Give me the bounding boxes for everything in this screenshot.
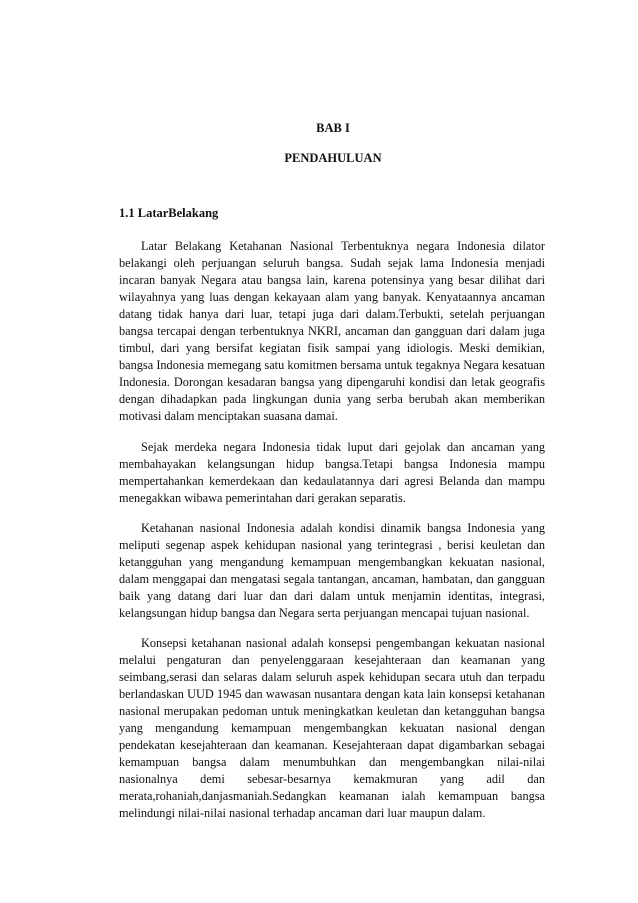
paragraph: Sejak merdeka negara Indonesia tidak luput dari gejolak dan ancaman yang membahayakan kelangsungan hidup bangsa.Tetapi bangsa Indonesia mampu mempertahankan kemerdekaan dan kedaulatannya dari agresi Belanda dan mampu menegakkan wibawa pemerintahan dari gerakan separatis.: [119, 439, 545, 505]
paragraph: Ketahanan nasional Indonesia adalah kondisi dinamik bangsa Indonesia yang meliputi segenap aspek kehidupan nasional yang terintegrasi , berisi keuletan dan ketangguhan yang mengandung kemampuan mengembangkan kekuatan nasional, dalam menggapai dan mengatasi segala tantangan, ancaman, hambatan, dan gangguan baik yang datang dari luar dan dari dalam untuk menjamin identitas, integrasi, kelangsungan hidup bangsa dan Negara serta perjuangan mencapai tujuan nasional.: [119, 520, 545, 620]
chapter-title: PENDAHULUAN: [284, 151, 382, 165]
paragraph: Konsepsi ketahanan nasional adalah konsepsi pengembangan kekuatan nasional melalui pengaturan dan penyelenggaraan kesejahteraan dan keamanan yang seimbang,serasi dan selaras dalam seluruh aspek kehidupan secara utuh dan terpadu berlandaskan UUD 1945 dan wawasan nusantara dengan kata lain konsepsi ketahanan nasional merupakan pedoman untuk meningkatkan keuletan dan ketangguhan bangsa yang mengandung kemampuan mengembangkan kekuatan nasional dengan pendekatan kesejahteraan dan keamanan. Kesejahteraan dapat digambarkan sebagai kemampuan bangsa dalam menumbuhkan dan mengembangkan nilai-nilai nasionalnya demi sebesar-besarnya kemakmuran yang adil dan merata,rohaniah,danjasmaniah.Sedangkan keamanan ialah kemampuan bangsa melindungi nilai-nilai nasional terhadap ancaman dari luar maupun dalam.: [119, 635, 545, 821]
chapter-number: BAB I: [316, 121, 350, 135]
section-heading: 1.1 LatarBelakang: [119, 206, 219, 220]
paragraph: Latar Belakang Ketahanan Nasional Terbentuknya negara Indonesia dilator belakangi oleh perjuangan seluruh bangsa. Sudah sejak lama Indonesia menjadi incaran banyak Negara atau bangsa lain, karena potensinya yang besar dilihat dari wilayahnya yang luas dengan kekayaan alam yang banyak. Kenyataannya ancaman datang tidak hanya dari luar, tetapi juga dari dalam.Terbukti, setelah perjuangan bangsa tercapai dengan terbentuknya NKRI, ancaman dan gangguan dari dalam juga timbul, dari yang bersifat kegiatan fisik sampai yang idiologis. Meski demikian, bangsa Indonesia memegang satu komitmen bersama untuk tegaknya Negara kesatuan Indonesia. Dorongan kesadaran bangsa yang dipengaruhi kondisi dan letak geografis dengan dihadapkan pada lingkungan dunia yang serba berubah akan memberikan motivasi dalam menciptakan suasana damai.: [119, 239, 545, 424]
body-text: [119, 238, 545, 836]
